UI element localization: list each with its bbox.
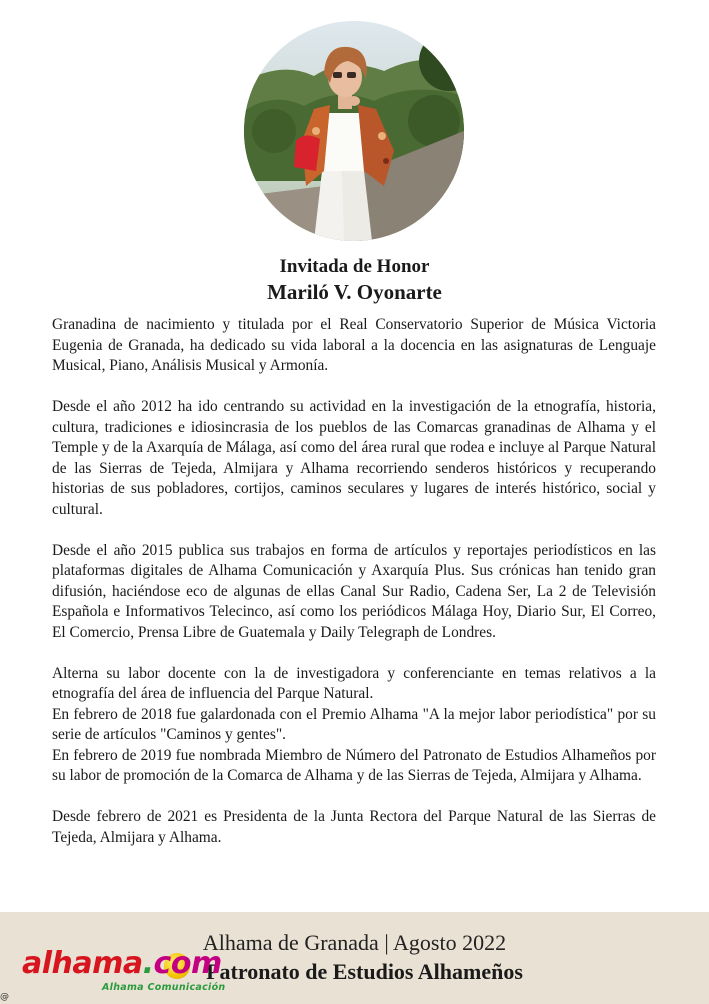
footer-place-date: Alhama de Granada | Agosto 2022 xyxy=(202,930,507,955)
bio-paragraph-2: Desde el año 2012 ha ido centrando su actividad en la investigación de la etnografía, historia, cultura, tradiciones e idiosincrasia de los pueblos de las Comarcas granadinas de Alhama y el Temple y de la Axarquía de Málaga, así como del área rural que rodea e incluye al Parque Natural de las Sierras de Tejeda, Almijara y Alhama recorriendo senderos históricos y recuperando historias de sus pobladores, cortijos, caminos seculares y lugares de interés histórico, social y cultural. xyxy=(52,398,656,518)
logo-word-alhama: alhama xyxy=(22,946,143,981)
portrait-photo xyxy=(244,21,464,241)
guest-of-honor-heading: Invitada de Honor xyxy=(279,256,430,277)
bio-paragraph-4: Alterna su labor docente con la de investigadora y conferenciante en temas relativos a la etnografía del área de influencia del Parque Natural. xyxy=(52,664,656,702)
bio-paragraph-5: En febrero de 2018 fue galardonada con el Premio Alhama "A la mejor labor periodística" por su serie de artículos "Caminos y gentes". xyxy=(52,705,656,743)
footer-band xyxy=(0,912,709,1004)
title-block xyxy=(0,255,709,305)
bio-paragraph-7: Desde febrero de 2021 es Presidenta de la Junta Rectora del Parque Natural de las Sierras de Tejeda, Almijara y Alhama. xyxy=(52,808,656,846)
corner-symbol: @ xyxy=(0,992,9,1002)
bio-paragraph-6: En febrero de 2019 fue nombrada Miembro de Número del Patronato de Estudios Alhameños por su labor de promoción de la Comarca de Alhama y de las Sierras de Tejeda, Almijara y Alhama. xyxy=(52,746,656,784)
logo-wordmark xyxy=(22,946,222,981)
logo-word-dot: . xyxy=(142,946,154,981)
guest-name: Mariló V. Oyonarte xyxy=(267,280,442,304)
alhama-com-logo xyxy=(22,946,252,1000)
bio-paragraph-3: Desde el año 2015 publica sus trabajos en forma de artículos y reportajes periodísticos en las plataformas digitales de Alhama Comunicación y Axarquía Plus. Sus crónicas han tenido gran difusión, haciéndose eco de algunas de ellas Canal Sur Radio, Cadena Ser, La 2 de Televisión Española e Informativos Telecinco, así como los periódicos Málaga Hoy, Diario Sur, El Correo, El Comercio, Prensa Libre de Guatemala y Daily Telegraph de Londres. xyxy=(52,541,656,641)
logo-tagline: Alhama Comunicación xyxy=(102,982,226,993)
bio-paragraph-1: Granadina de nacimiento y titulada por el Real Conservatorio Superior de Música Victoria Eugenia de Granada, ha dedicado su vida laboral a la docencia en las asignaturas de Lenguaje Musical, Piano, Análisis Musical y Armonía. xyxy=(52,316,656,374)
footer-organization: Patronato de Estudios Alhameños xyxy=(206,959,523,984)
logo-word-com: com xyxy=(153,946,222,981)
portrait-illustration xyxy=(244,21,464,241)
biography-text xyxy=(52,315,656,869)
